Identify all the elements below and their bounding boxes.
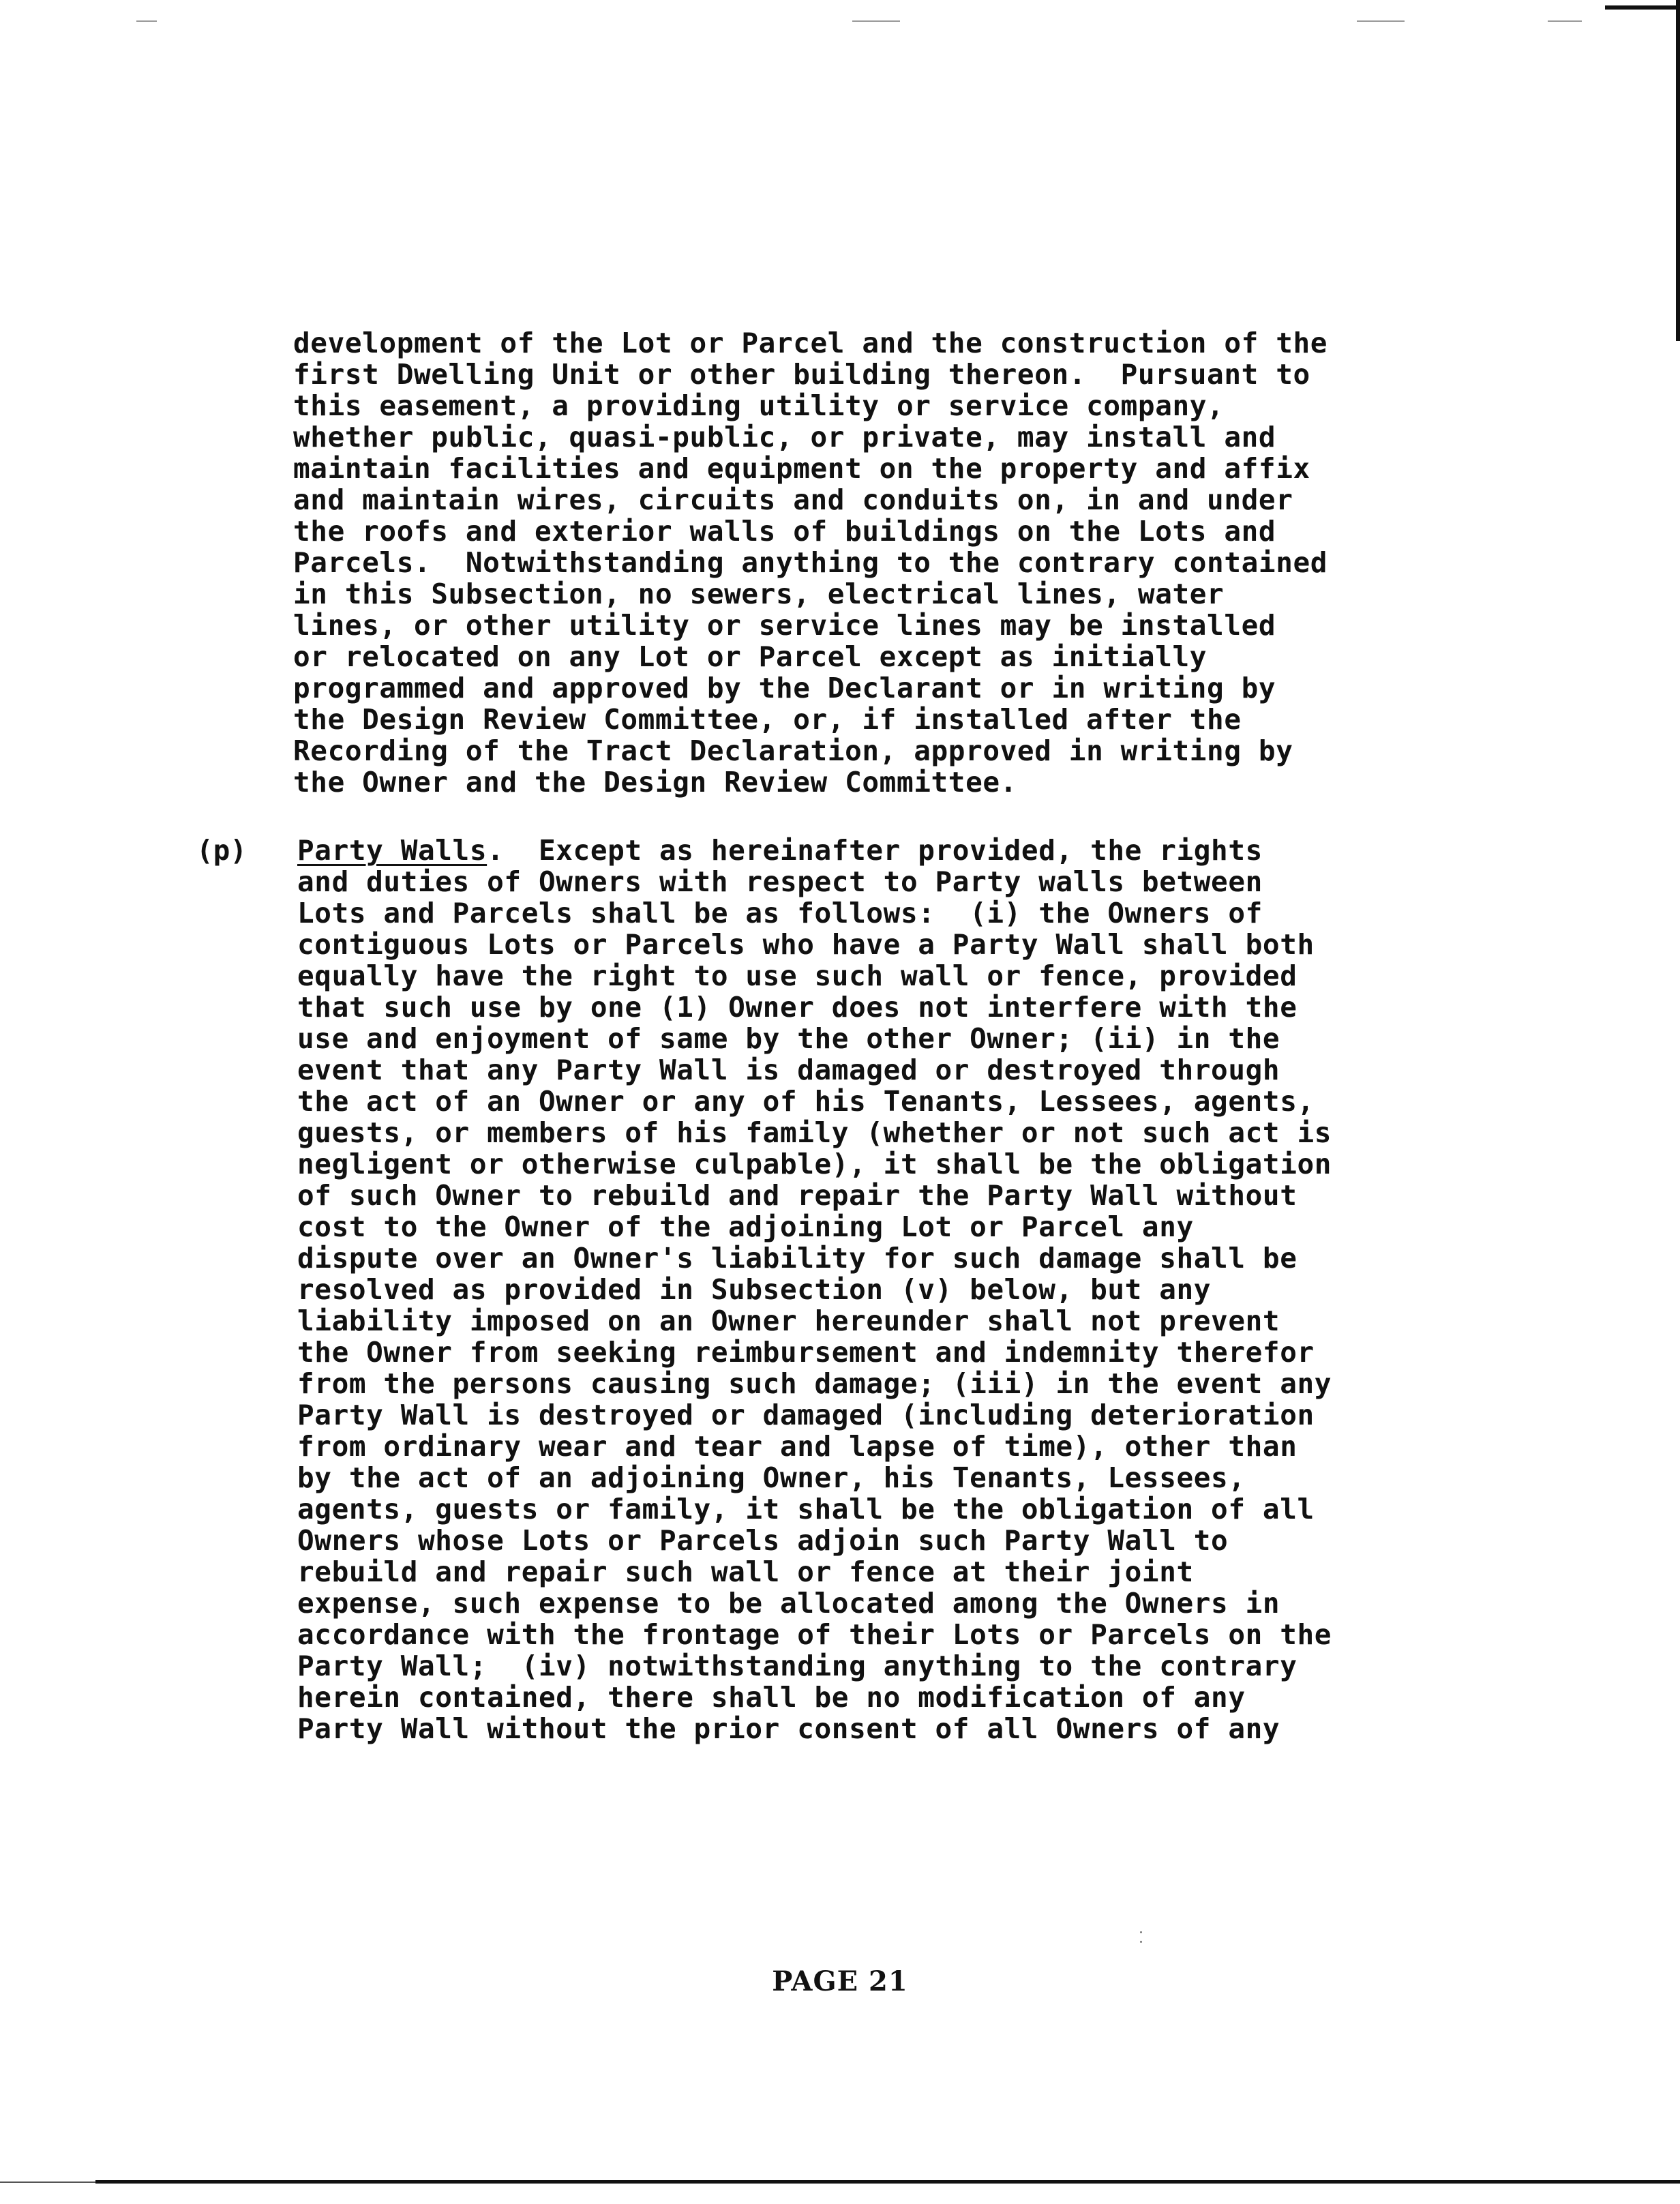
paragraph-line: first Dwelling Unit or other building thereon. Pursuant to bbox=[293, 358, 1310, 391]
paragraph-line: and maintain wires, circuits and conduits on, in and under bbox=[293, 483, 1293, 516]
paragraph-line: Lots and Parcels shall be as follows: (i) the Owners of bbox=[297, 897, 1263, 929]
section-label: (p) bbox=[196, 834, 247, 867]
paragraph-line: the Owner and the Design Review Committee. bbox=[293, 766, 1017, 799]
paragraph-line: or relocated on any Lot or Parcel except as initially bbox=[293, 640, 1208, 673]
paragraph-line: liability imposed on an Owner hereunder shall not prevent bbox=[297, 1305, 1280, 1337]
page-number: PAGE 21 bbox=[772, 1965, 908, 1997]
scan-artifact bbox=[852, 20, 900, 22]
paragraph-line: negligent or otherwise culpable), it shall be the obligation bbox=[297, 1148, 1332, 1180]
paragraph-line: that such use by one (1) Owner does not interfere with the bbox=[297, 991, 1298, 1024]
paragraph-line: programmed and approved by the Declarant or in writing by bbox=[293, 672, 1276, 704]
paragraph-line: of such Owner to rebuild and repair the Party Wall without bbox=[297, 1179, 1298, 1212]
paragraph-line: and duties of Owners with respect to Party walls between bbox=[297, 865, 1263, 898]
continuation-paragraph bbox=[293, 327, 1328, 798]
scan-artifact bbox=[136, 20, 157, 22]
paragraph-line: dispute over an Owner's liability for such damage shall be bbox=[297, 1242, 1298, 1275]
paragraph-line: the act of an Owner or any of his Tenants, Lessees, agents, bbox=[297, 1085, 1315, 1118]
paragraph-line: development of the Lot or Parcel and the construction of the bbox=[293, 327, 1328, 359]
scan-edge bbox=[95, 2180, 1680, 2184]
paragraph-line: equally have the right to use such wall or fence, provided bbox=[297, 959, 1298, 992]
paragraph-line: expense, such expense to be allocated among the Owners in bbox=[297, 1587, 1280, 1620]
paragraph-line: the roofs and exterior walls of buildings on the Lots and bbox=[293, 515, 1276, 548]
scan-speck bbox=[1140, 1931, 1142, 1933]
scan-artifact bbox=[1548, 20, 1582, 22]
paragraph-line: Party Wall is destroyed or damaged (including deterioration bbox=[297, 1399, 1315, 1431]
paragraph-line: by the act of an adjoining Owner, his Tenants, Lessees, bbox=[297, 1461, 1246, 1494]
paragraph-line: cost to the Owner of the adjoining Lot or Parcel any bbox=[297, 1210, 1194, 1243]
party-walls-paragraph bbox=[297, 835, 1332, 1744]
paragraph-line: Owners whose Lots or Parcels adjoin such Party Wall to bbox=[297, 1524, 1229, 1557]
paragraph-line: this easement, a providing utility or service company, bbox=[293, 389, 1225, 422]
paragraph-line: guests, or members of his family (whether or not such act is bbox=[297, 1116, 1332, 1149]
paragraph-line: lines, or other utility or service lines may be installed bbox=[293, 609, 1276, 642]
paragraph-line: event that any Party Wall is damaged or destroyed through bbox=[297, 1054, 1280, 1086]
paragraph-line: rebuild and repair such wall or fence at their joint bbox=[297, 1555, 1194, 1588]
paragraph-line: accordance with the frontage of their Lots or Parcels on the bbox=[297, 1618, 1332, 1651]
paragraph-line: maintain facilities and equipment on the property and affix bbox=[293, 452, 1310, 485]
paragraph-line: Recording of the Tract Declaration, approved in writing by bbox=[293, 734, 1293, 767]
section-body bbox=[297, 865, 1332, 1745]
paragraph-line: from the persons causing such damage; (iii) in the event any bbox=[297, 1367, 1332, 1400]
paragraph-line: herein contained, there shall be no modification of any bbox=[297, 1681, 1246, 1714]
paragraph-line: Parcels. Notwithstanding anything to the contrary contained bbox=[293, 546, 1328, 579]
paragraph-line: Party Wall; (iv) notwithstanding anything to the contrary bbox=[297, 1650, 1298, 1682]
paragraph-line: use and enjoyment of same by the other Owner; (ii) in the bbox=[297, 1022, 1280, 1055]
scan-edge bbox=[1605, 5, 1680, 10]
paragraph-line: the Owner from seeking reimbursement and indemnity therefor bbox=[297, 1336, 1315, 1369]
paragraph-line: agents, guests or family, it shall be the obligation of all bbox=[297, 1493, 1315, 1525]
scan-artifact bbox=[1357, 20, 1405, 22]
paragraph-line: contiguous Lots or Parcels who have a Party Wall shall both bbox=[297, 928, 1315, 961]
section-heading: Party Walls bbox=[297, 834, 487, 867]
section-heading-suffix: . Except as hereinafter provided, the rights bbox=[487, 834, 1263, 867]
paragraph-line: resolved as provided in Subsection (v) below, but any bbox=[297, 1273, 1212, 1306]
page-footer bbox=[0, 1965, 1680, 1997]
scan-speck bbox=[1140, 1941, 1142, 1943]
paragraph-line: from ordinary wear and tear and lapse of time), other than bbox=[297, 1430, 1298, 1463]
paragraph-line: whether public, quasi-public, or private, may install and bbox=[293, 421, 1276, 453]
paragraph-line: in this Subsection, no sewers, electrical lines, water bbox=[293, 578, 1225, 610]
paragraph-line: Party Wall without the prior consent of all Owners of any bbox=[297, 1712, 1280, 1745]
scan-edge bbox=[1676, 0, 1680, 341]
paragraph-line: the Design Review Committee, or, if installed after the bbox=[293, 703, 1242, 736]
